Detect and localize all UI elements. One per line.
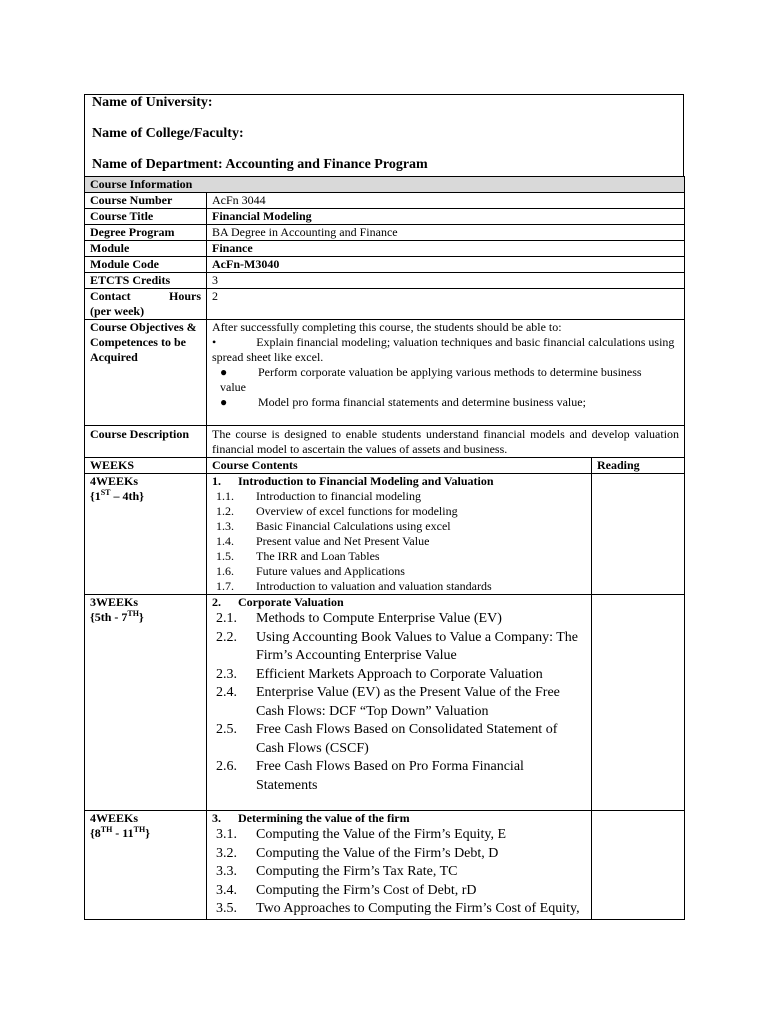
contents-cell — [207, 595, 592, 811]
topic-item: 1.3. Basic Financial Calculations using excel — [216, 519, 451, 533]
info-label: Module Code — [85, 257, 207, 273]
info-value: AcFn 3044 — [207, 193, 685, 209]
contents-column-header: Course Contents — [207, 458, 592, 474]
section-title: 1. Introduction to Financial Modeling and Valuation — [212, 474, 494, 488]
contact-label-part: Contact — [90, 289, 131, 303]
contact-hours-label — [85, 289, 207, 320]
topic-list — [212, 489, 586, 594]
objective-text: Model pro forma financial statements and determine business value; — [258, 395, 586, 409]
per-week-label: (per week) — [90, 304, 145, 318]
topic-item: 1.2. Overview of excel functions for modeling — [216, 504, 458, 518]
objectives-content — [207, 320, 685, 426]
schedule-row — [85, 595, 685, 811]
topic-item: 2.5. Free Cash Flows Based on Consolidated Statement of Cash Flows (CSCF) — [216, 722, 558, 756]
objective-item — [212, 395, 679, 410]
topic-item: 2.3. Efficient Markets Approach to Corporate Valuation — [216, 666, 543, 682]
college-label: Name of College/Faculty: — [92, 126, 244, 141]
description-row — [85, 426, 685, 458]
contact-hours-row — [85, 289, 685, 320]
info-value: AcFn-M3040 — [207, 257, 685, 273]
info-row — [85, 241, 685, 257]
bullet-marker: • — [212, 335, 217, 349]
info-label: Module — [85, 241, 207, 257]
info-value: 3 — [207, 273, 685, 289]
info-label: Course Title — [85, 209, 207, 225]
course-outline-document — [84, 94, 684, 920]
topic-item: 1.1. Introduction to financial modeling — [216, 489, 421, 503]
info-row — [85, 257, 685, 273]
objective-text: Perform corporate valuation be applying various methods to determine business — [258, 365, 642, 379]
course-info-table — [84, 176, 685, 920]
info-row — [85, 193, 685, 209]
contents-cell — [207, 474, 592, 595]
objective-item — [212, 365, 679, 395]
bullet-marker: ● — [220, 365, 228, 379]
university-label: Name of University: — [92, 95, 213, 110]
schedule-row — [85, 474, 685, 595]
objectives-label: Course Objectives & Competences to be Acquired — [85, 320, 207, 426]
week-range: {8TH - 11TH} — [90, 825, 150, 840]
topic-item: 3.1. Computing the Value of the Firm’s Equity, E — [216, 827, 507, 842]
reading-cell — [592, 474, 685, 595]
description-label: Course Description — [85, 426, 207, 458]
weeks-cell — [85, 595, 207, 811]
info-label: ETCTS Credits — [85, 273, 207, 289]
objectives-intro: After successfully completing this course, the students should be able to: — [212, 320, 562, 334]
topic-item: 2.1. Methods to Compute Enterprise Value (EV) — [216, 611, 502, 626]
topic-item: 3.4. Computing the Firm’s Cost of Debt, rD — [216, 882, 477, 898]
reading-column-header: Reading — [592, 458, 685, 474]
info-value: BA Degree in Accounting and Finance — [207, 225, 685, 241]
topic-list — [212, 826, 586, 919]
department-label: Name of Department: Accounting and Finance Program — [92, 157, 428, 172]
course-info-heading: Course Information — [85, 177, 685, 193]
topic-item: 2.2. Using Accounting Book Values to Value a Company: The Firm’s Accounting Enterprise Value — [216, 629, 578, 663]
week-range: {5th - 7TH} — [90, 609, 144, 624]
section-title: 2. Corporate Valuation — [212, 595, 344, 609]
weeks-count: 4WEEKs — [90, 474, 139, 488]
info-row — [85, 209, 685, 225]
weeks-cell — [85, 811, 207, 920]
topic-item: 3.2. Computing the Value of the Firm’s Debt, D — [216, 845, 499, 861]
topic-item: 2.6. Free Cash Flows Based on Pro Forma Financial Statements — [216, 759, 524, 793]
contents-cell — [207, 811, 592, 920]
topic-item: 1.5. The IRR and Loan Tables — [216, 549, 380, 563]
weeks-cell — [85, 474, 207, 595]
objective-text: Explain financial modeling; valuation techniques and basic financial calculations using spread sheet like excel. — [212, 335, 675, 364]
column-header-row — [85, 458, 685, 474]
topic-item: 1.6. Future values and Applications — [216, 564, 405, 578]
info-label: Degree Program — [85, 225, 207, 241]
schedule-row — [85, 811, 685, 920]
info-label: Course Number — [85, 193, 207, 209]
topic-item: 1.4. Present value and Net Present Value — [216, 534, 430, 548]
topic-item: 3.3. Computing the Firm’s Tax Rate, TC — [216, 864, 458, 879]
bullet-marker: ● — [220, 395, 228, 409]
objectives-row — [85, 320, 685, 426]
weeks-count: 4WEEKs — [90, 811, 139, 825]
description-text: The course is designed to enable students understand financial models and develop valuation financial model to ascertain the values of assets and business. — [207, 426, 685, 458]
reading-cell — [592, 595, 685, 811]
objective-text-continued: value — [220, 380, 246, 394]
topic-item: 1.7. Introduction to valuation and valuation standards — [216, 579, 492, 593]
reading-cell — [592, 811, 685, 920]
info-row — [85, 273, 685, 289]
objective-item — [212, 335, 679, 365]
section-title: 3. Determining the value of the firm — [212, 811, 410, 825]
weeks-count: 3WEEKs — [90, 595, 139, 609]
hours-label-part: Hours — [168, 289, 201, 303]
week-range: {1ST – 4th} — [90, 488, 144, 503]
weeks-column-header: WEEKS — [85, 458, 207, 474]
topic-list — [212, 610, 586, 795]
topic-item: 2.4. Enterprise Value (EV) as the Present Value of the Free Cash Flows: DCF “Top Down” Valuation — [216, 685, 560, 719]
info-row — [85, 225, 685, 241]
contact-hours-value: 2 — [207, 289, 685, 320]
info-value: Finance — [207, 241, 685, 257]
document-header — [84, 94, 684, 177]
topic-item: 3.5. Two Approaches to Computing the Firm’s Cost of Equity, — [216, 901, 580, 916]
info-value: Financial Modeling — [207, 209, 685, 225]
